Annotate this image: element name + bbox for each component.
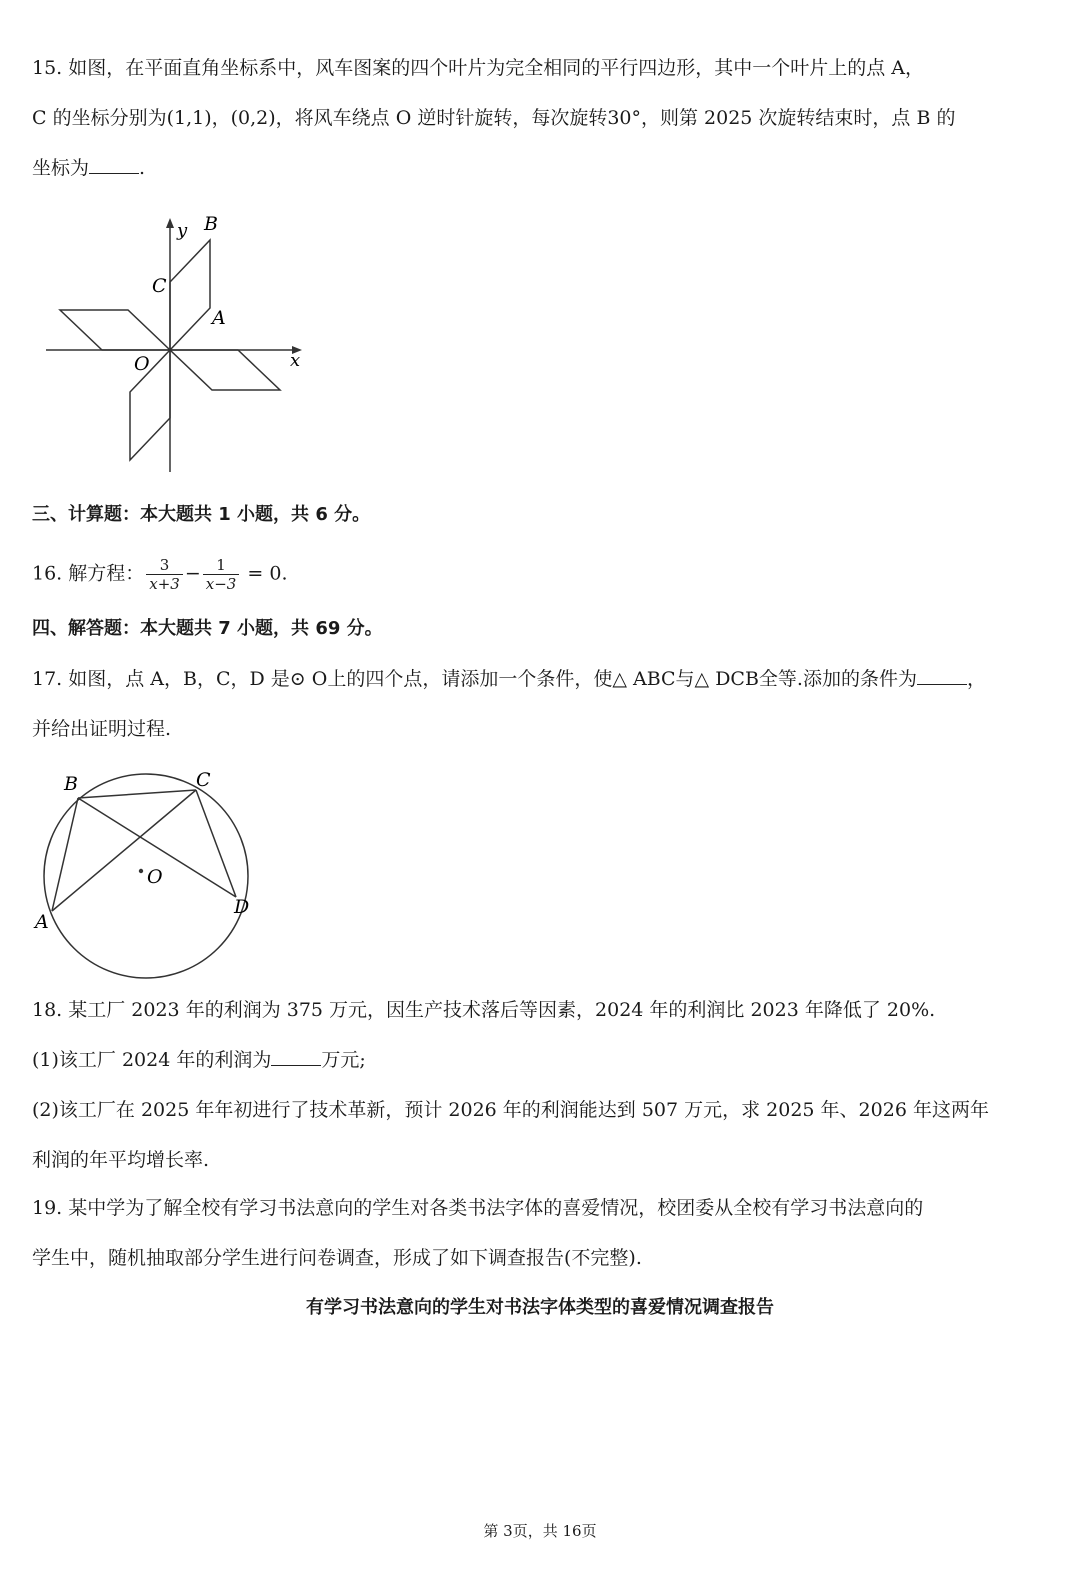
label-B: B (64, 773, 78, 795)
q16-prefix: 16. 解方程： (32, 562, 145, 585)
q15-line1: 15. 如图，在平面直角坐标系中，风车图案的四个叶片为完全相同的平行四边形，其中一个叶片上的点 A， (32, 57, 925, 79)
q18-line1: 18. 某工厂 2023 年的利润为 375 万元，因生产技术落后等因素，2024 年的利润比 2023 年降低了 20%. (32, 999, 936, 1021)
segment-AC (52, 790, 196, 911)
chord-BC (78, 790, 196, 798)
y-axis-arrow (166, 218, 174, 228)
blade-upper (170, 240, 210, 350)
circle-figure (30, 765, 270, 980)
q15-line3 (32, 153, 145, 183)
label-x: x (290, 350, 301, 371)
q16-fraction-1: $\frac{3}{x+3}$ (146, 556, 183, 593)
q16-suffix: = 0. (247, 562, 288, 585)
report-title: 有学习书法意向的学生对书法字体类型的喜爱情况调查报告 (306, 1297, 774, 1318)
q15-answer-blank (89, 155, 139, 174)
q18-part2-line1: (2)该工厂在 2025 年年初进行了技术革新，预计 2026 年的利润能达到 507 万元，求 2025 年、2026 年这两年 (32, 1099, 989, 1121)
label-C: C (152, 275, 167, 297)
label-O: O (147, 866, 163, 888)
q19-line1: 19. 某中学为了解全校有学习书法意向的学生对各类书法字体的喜爱情况，校团委从全校有学习书法意向的 (32, 1197, 924, 1219)
q16 (32, 556, 287, 593)
label-O: O (134, 353, 150, 375)
label-A: A (35, 911, 49, 933)
q17-answer-blank (917, 666, 967, 685)
section4-heading: 四、解答题：本大题共 7 小题，共 69 分。 (32, 618, 383, 639)
windmill-figure (40, 210, 320, 480)
label-D: D (234, 896, 250, 918)
q19-line2: 学生中，随机抽取部分学生进行问卷调查，形成了如下调查报告(不完整). (32, 1247, 642, 1269)
page-footer: 第 3页，共 16页 (483, 1522, 597, 1540)
chord-CD (196, 790, 236, 897)
q16-fraction-2: $\frac{1}{x-3}$ (203, 556, 240, 593)
q15-answer-suffix: . (139, 157, 146, 179)
blade-left (60, 310, 170, 350)
q17-line1: 17. 如图，点 A，B，C，D 是⊙ O上的四个点，请添加一个条件，使△ ABC与△ DCB全等.添加的条件为 ， (32, 668, 986, 690)
label-y: y (177, 220, 188, 241)
q15-answer-prefix: 坐标为 (32, 157, 90, 179)
section3-heading: 三、计算题：本大题共 1 小题，共 6 分。 (32, 504, 371, 525)
q17-line2: 并给出证明过程. (32, 718, 172, 740)
q17-text: 17. 如图，点 A，B，C，D 是⊙ O上的四个点，请添加一个条件，使△ ABC与△ DCB全等.添加的条件为 (32, 668, 917, 690)
q16-minus: − (184, 562, 201, 585)
label-B: B (204, 213, 218, 235)
q15-line2: C 的坐标分别为(1,1)，(0,2)，将风车绕点 O 逆时针旋转，每次旋转30°，则第 2025 次旋转结束时，点 B 的 (32, 107, 956, 129)
blade-right (170, 350, 280, 390)
q18-answer-blank (271, 1047, 321, 1066)
center-dot (139, 869, 143, 873)
label-C: C (196, 769, 211, 791)
q18-part1: (1)该工厂 2024 年的利润为 万元; (32, 1049, 366, 1071)
label-A: A (212, 307, 226, 329)
circle-o (44, 774, 248, 978)
q18-part2-line2: 利润的年平均增长率. (32, 1149, 210, 1171)
